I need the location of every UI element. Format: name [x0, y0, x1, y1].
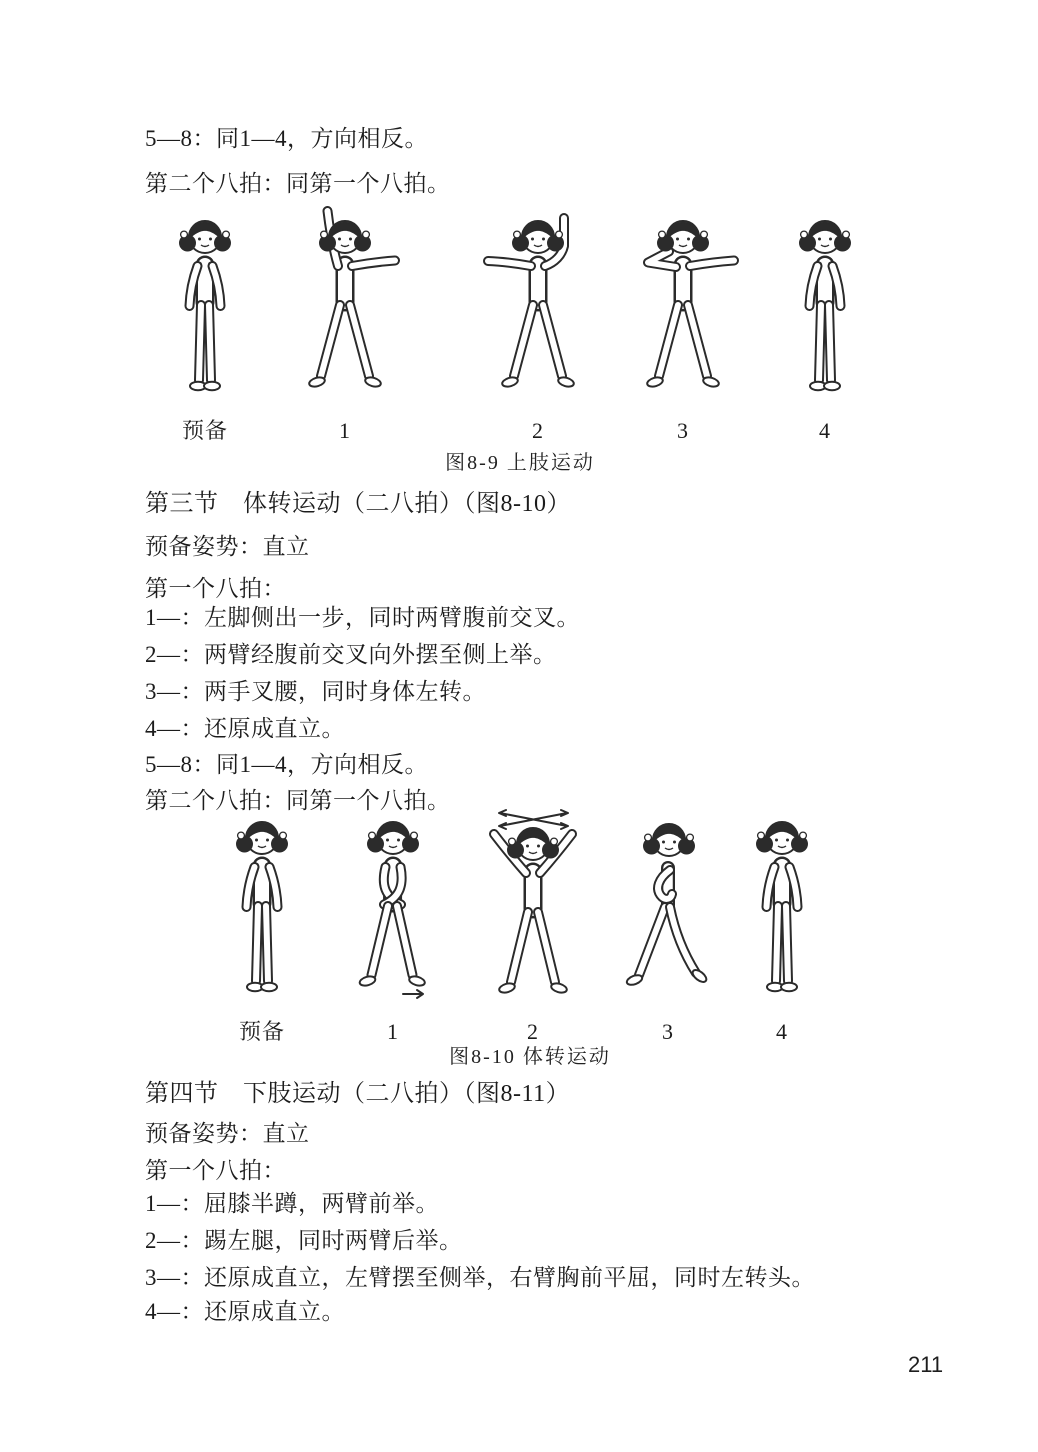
instruction-line: 3—：还原成直立，左臂摆至侧举，右臂胸前平屈，同时左转头。 — [145, 1265, 815, 1290]
illustration-girl-stand — [740, 205, 910, 411]
text-line: 第一个八拍： — [145, 1158, 286, 1183]
figure-beat-label: 1 — [387, 1019, 399, 1044]
instruction-line: 3—：两手叉腰，同时身体左转。 — [145, 679, 486, 704]
instruction-line: 1—：屈膝半蹲，两臂前举。 — [145, 1191, 439, 1216]
figure-caption: 图8-10 体转运动 — [449, 1046, 611, 1068]
figure-pose-cell — [260, 205, 430, 444]
figure-beat-label: 1 — [339, 418, 351, 443]
instruction-line: 5—8：同1—4，方向相反。 — [145, 752, 428, 777]
instruction-line: 2—：踢左腿，同时两臂后举。 — [145, 1228, 463, 1253]
illustration-girl-stand — [697, 806, 867, 1012]
figure-pose-cell — [740, 205, 910, 444]
section-heading: 第四节 下肢运动（二八拍）（图8-11） — [145, 1081, 571, 1107]
figure-beat-label: 4 — [819, 418, 831, 443]
figure-caption: 图8-9 上肢运动 — [445, 452, 595, 474]
figure-beat-label: 3 — [677, 418, 689, 443]
figure-beat-label: 预备 — [181, 418, 228, 443]
text-line: 5—8：同1—4，方向相反。 — [145, 126, 428, 151]
figure-beat-label: 2 — [532, 418, 544, 443]
figure-8-9 — [0, 205, 1038, 445]
figure-8-10 — [0, 806, 1038, 1046]
instruction-line: 4—：还原成直立。 — [145, 1299, 345, 1324]
page-number: 211 — [908, 1352, 944, 1377]
text-line: 预备姿势：直立 — [145, 1121, 310, 1146]
figure-beat-label: 3 — [662, 1019, 674, 1044]
text-line: 预备姿势：直立 — [145, 534, 310, 559]
instruction-line: 第二个八拍：同第一个八拍。 — [145, 788, 451, 813]
text-line: 第二个八拍：同第一个八拍。 — [145, 171, 451, 196]
text-line: 第一个八拍： — [145, 576, 286, 601]
illustration-girl-arm-up — [260, 205, 430, 411]
instruction-line: 4—：还原成直立。 — [145, 716, 345, 741]
instruction-line: 1—：左脚侧出一步，同时两臂腹前交叉。 — [145, 605, 580, 630]
figure-beat-label: 2 — [527, 1019, 539, 1044]
figure-beat-label: 4 — [776, 1019, 788, 1044]
section-heading: 第三节 体转运动（二八拍）（图8-10） — [145, 491, 571, 517]
figure-pose-cell — [697, 806, 867, 1045]
figure-beat-label: 预备 — [238, 1019, 285, 1044]
instruction-line: 2—：两臂经腹前交叉向外摆至侧上举。 — [145, 642, 557, 667]
